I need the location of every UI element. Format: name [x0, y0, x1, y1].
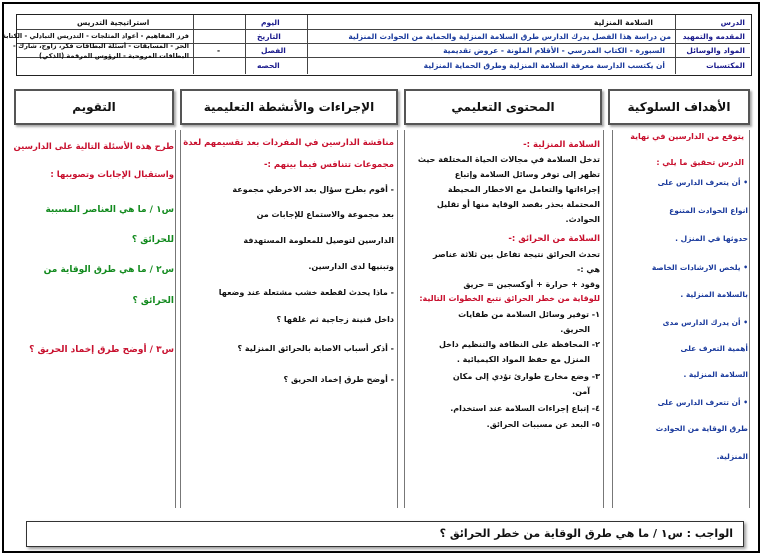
evaluation-q1-line-2: للحرائق ؟	[131, 235, 174, 245]
strategy-line-3: البطاقات المروحية - الرؤوس المرقمة (الذكي)	[39, 52, 189, 60]
bullet-icon: -	[387, 288, 394, 297]
bullet-icon: -	[387, 185, 394, 194]
label-materials: المواد والوسائل	[686, 46, 745, 55]
value-materials: السبورة - الكتاب المدرسي - الأقلام الملونة - عروض تقديمية	[443, 46, 665, 55]
label-lesson: الدرس	[720, 18, 745, 27]
objective-2-line-2: بالسلامة المنزلية .	[680, 290, 748, 299]
objective-4-line-2: طرق الوقاية من الحوادث	[655, 424, 748, 433]
evaluation-q3: س٣ / أوضح طرق إخماد الحريق ؟	[29, 345, 174, 355]
objective-3-line-2: أهمية التعرف على	[680, 344, 748, 353]
activities-intro-line-2: مجموعات تتنافس فيما بينهم :-	[264, 160, 394, 170]
label-period: الحصه	[257, 61, 280, 70]
objective-4-line-3: المنزلية.	[716, 452, 748, 461]
activity-2-line-2: داخل قنينة زجاجية ثم غلقها ؟	[276, 315, 394, 324]
content-step-line-3: ٢- المحافظة على النظافة والتنظيم داخل	[439, 340, 600, 349]
content-title-1: السلامة المنزلية :-	[523, 140, 600, 150]
objective-1-line-3: حدوثها في المنزل .	[675, 234, 748, 243]
bullet-icon: •	[740, 178, 748, 187]
content-p1-line-5: الحوادث.	[565, 215, 600, 224]
evaluation-q1-line-1: س١ / ما هي العناصر المسببة	[45, 205, 174, 215]
strategy-line-2: الحر - المسابقات - أسئلة البطاقات فكر، زاوج، شارك -	[13, 42, 189, 50]
content-p2-line-2: هي :-	[577, 265, 600, 274]
header-objectives: الأهداف السلوكية	[608, 89, 750, 125]
content-p2-line-1: تحدث الحرائق نتيجة تفاعل بين ثلاثة عناصر	[433, 250, 600, 259]
activity-3-line-1: - أذكر أسباب الاصابة بالحرائق المنزلية ؟	[237, 344, 394, 353]
content-step-line-7: ٤- إتباع إجراءات السلامة عند استخدام.	[450, 404, 600, 413]
activity-1-line-4: وتبنيها لدى الدارسين.	[308, 262, 394, 271]
evaluation-intro-line-1: طرح هذه الأسئلة التالية على الدارسين	[13, 142, 174, 152]
content-p1-line-2: تظهر إلى توفر وسائل السلامة وإتباع	[454, 170, 600, 179]
header-activities: الإجراءات والأنشطة التعليمية	[180, 89, 398, 125]
content-step-line-4: المنزل مع حفظ المواد الكيميائية .	[456, 355, 590, 364]
content-step-line-1: ١- توفير وسائل السلامة من طفايات	[458, 310, 600, 319]
content-p1-line-4: المحتملة بحذر بقصد الوقاية منها أو تقليل	[436, 200, 600, 209]
content-title-2: السلامة من الحرائق :-	[508, 234, 600, 244]
content-p2-line-3: وقود + حرارة + أوكسجين = حريق	[463, 280, 600, 289]
label-strategy: استراتيجية التدريس	[77, 18, 150, 27]
activity-1-line-2: بعد مجموعة والاستماع للإجابات من	[256, 210, 394, 219]
objective-2-line-1: • يلخص الارشادات الخاصة	[651, 263, 748, 272]
activities-intro-line-1: مناقشة الدارسين في المفردات بعد تقسيمهم لعدة	[183, 138, 394, 148]
strategy-line-1: فرز المفاهيم - أعواد المثلجات - التدريس التبادلي - الكتابة	[1, 32, 189, 40]
content-step-line-5: ٣- وضع مخارج طوارئ تؤدي إلى مكان	[452, 372, 600, 381]
bullet-icon: -	[387, 375, 394, 384]
bullet-icon: •	[740, 398, 748, 407]
evaluation-q2-line-2: الحرائق ؟	[132, 296, 174, 306]
objective-1-line-2: انواع الحوادث المتنوع	[669, 206, 748, 215]
header-evaluation: التقويم	[14, 89, 174, 125]
content-p1-line-3: إجراءاتها والتعامل مع الاخطار المحيطة	[447, 185, 600, 194]
activity-2-line-1: - ماذا يحدث لقطعة خشب مشتعلة عند وضعها	[218, 288, 394, 297]
evaluation-q2-line-1: س٢ / ما هي طرق الوقاية من	[43, 265, 174, 275]
value-intro: من دراسة هذا الفصل يدرك الدارس طرق السلامة المنزلية والحماية من الحوادث المنزلية	[348, 32, 671, 41]
value-outcomes: أن يكتسب الدارسة معرفة السلامة المنزلية وطرق الحماية المنزلية	[423, 61, 665, 70]
column-evaluation	[12, 130, 176, 508]
bullet-icon: •	[740, 263, 748, 272]
objectives-intro-2: الدرس تحقيق ما يلي :	[656, 158, 744, 167]
label-outcomes: المكتسبات	[706, 61, 745, 70]
label-class: الفصل	[261, 46, 286, 55]
content-step-line-2: الحريق.	[560, 325, 590, 334]
header-content: المحتوى التعليمي	[404, 89, 602, 125]
value-class: -	[217, 46, 221, 55]
objective-3-line-3: السلامة المنزلية .	[683, 370, 748, 379]
objective-3-line-1: • أن يدرك الدارس مدى	[662, 318, 748, 327]
content-step-line-6: آمن.	[572, 387, 590, 396]
content-step-line-8: ٥- البعد عن مسببات الحرائق.	[486, 420, 600, 429]
objective-1-line-1: • أن يتعرف الدارس على	[657, 178, 748, 187]
label-intro: المقدمه والتمهيد	[682, 32, 745, 41]
lesson-info-table	[1, 14, 752, 76]
evaluation-intro-line-2: واستقبال الإجابات وتصويبها :	[50, 170, 174, 180]
bullet-icon: •	[740, 318, 748, 327]
content-p1-line-1: تدخل السلامة في مجالات الحياة المختلفة حيث	[417, 155, 600, 164]
value-lesson: السلامة المنزلية	[593, 18, 653, 27]
bullet-icon: -	[387, 344, 394, 353]
content-title-3: للوقاية من خطر الحرائق نتبع الخطوات التالية:	[419, 294, 600, 303]
objectives-intro-1: يتوقع من الدارسين في نهاية	[630, 132, 744, 141]
homework-box: الواجب : س١ / ما هي طرق الوقاية من خطر الحرائق ؟	[26, 521, 744, 547]
activity-1-line-1: - أقوم بطرح سؤال بعد الاخرطي مجموعة	[232, 185, 394, 194]
activity-1-line-3: الدارسين لتوصيل للمعلومة المستهدفة	[243, 236, 394, 245]
label-day: اليوم	[261, 18, 280, 27]
label-date: التاريخ	[257, 32, 281, 41]
objective-4-line-1: • أن تتعرف الدارس على	[657, 398, 748, 407]
activity-4-line-1: - أوضح طرق إخماد الحريق ؟	[283, 375, 394, 384]
